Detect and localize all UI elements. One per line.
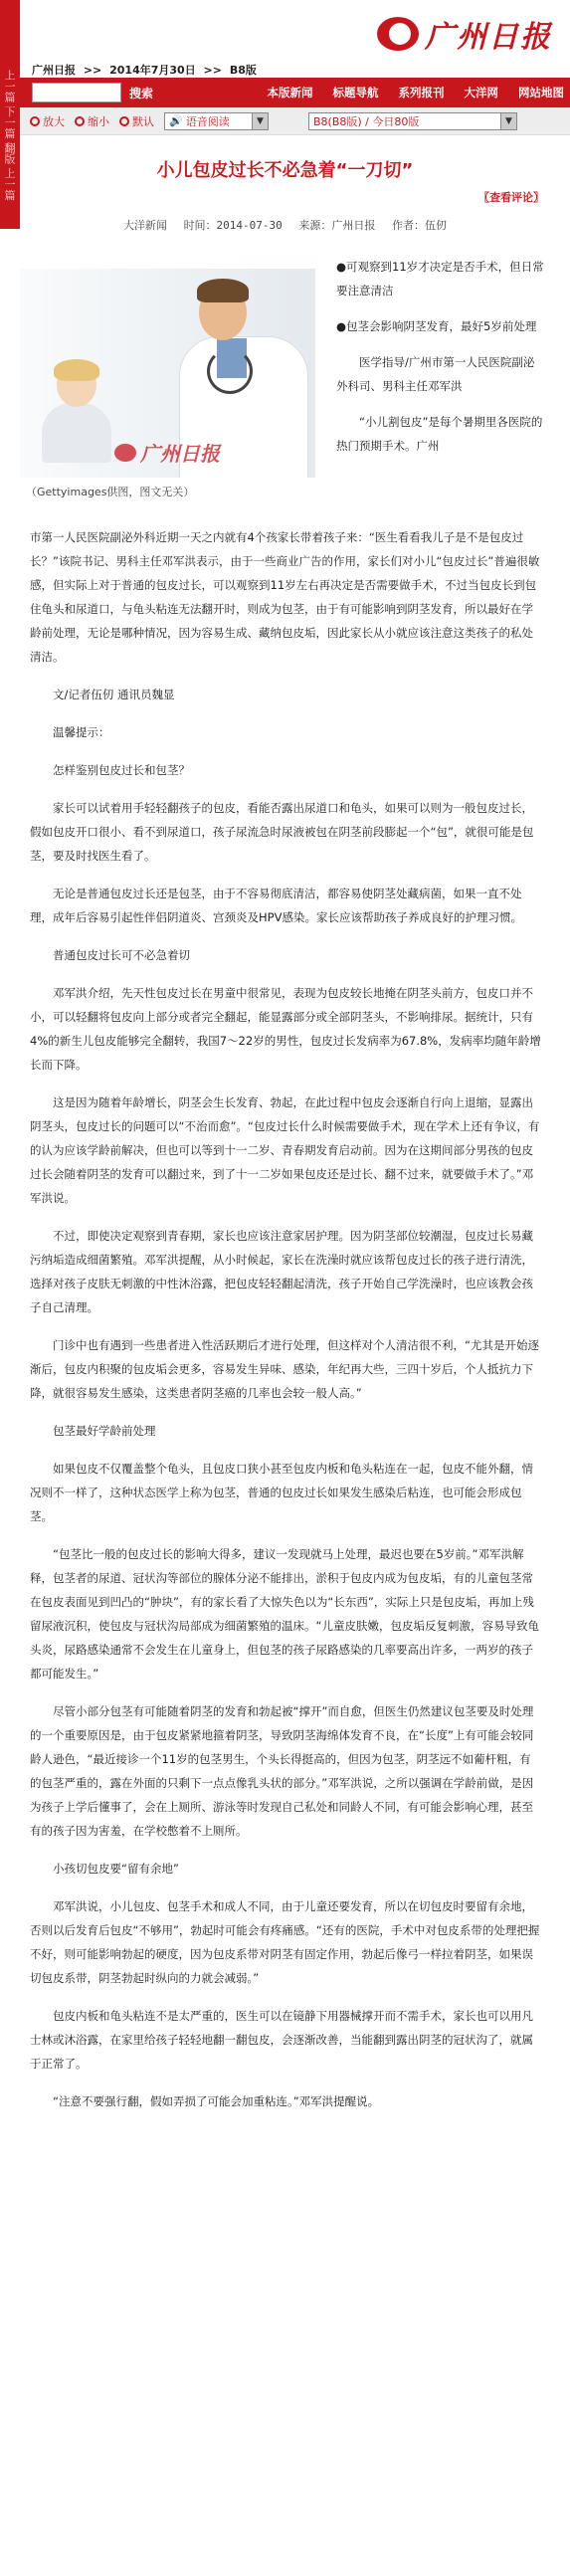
photo-watermark xyxy=(114,438,220,467)
body-paragraph: 不过，即使决定观察到青春期，家长也应该注意家居护理。因为阴茎部位较潮湿，包皮过长易藏污纳垢造成细菌繁殖。邓军洪提醒，从小时候起，家长在洗澡时就应该帮包皮过长的孩子进行清洗，选择对孩子皮肤无刺激的中性沐浴露，把包皮轻轻翻起清洗，孩子开始自己学洗澡时，也应该教会孩子自己清理。 xyxy=(30,1229,533,1314)
zoom-out-button[interactable] xyxy=(75,113,109,129)
breadcrumb-paper[interactable]: 广州日报 xyxy=(32,64,76,77)
body-paragraph: 包皮内板和龟头粘连不是太严重的，医生可以在镜静下用器械撑开而不需手术，家长也可以用凡士林或沐浴露，在家里给孩子轻轻地翻一翻包皮，会逐渐改善，当能翻到露出阴茎的冠状沟了，就属于正常了。 xyxy=(30,2009,533,2071)
article-side-text xyxy=(336,255,545,470)
breadcrumb-separator: >> xyxy=(203,64,222,77)
section-heading: 温馨提示： xyxy=(53,725,110,739)
edition-select[interactable] xyxy=(308,112,517,130)
zoom-in-label: 放大 xyxy=(43,114,65,128)
section-heading: 包茎最好学龄前处理 xyxy=(53,1424,156,1438)
section-heading: 怎样鉴别包皮过长和包茎？ xyxy=(53,763,190,777)
photo-caption: （Gettyimages供图，图文无关） xyxy=(26,486,195,498)
breadcrumb-edition[interactable]: B8版 xyxy=(229,64,257,77)
default-size-icon xyxy=(119,116,129,126)
zoom-in-icon xyxy=(30,116,40,126)
section-heading: 普通包皮过长可不必急着切 xyxy=(53,948,190,962)
meta-author: 作者：伍仞 xyxy=(392,219,448,232)
watermark-logo-icon xyxy=(114,444,136,462)
body-paragraph: 尽管小部分包茎有可能随着阴茎的发育和勃起被“撑开”而自愈，但医生仍然建议包茎要及时处理的一个重要原因是，由于包皮紧紧地箍着阴茎，导致阴茎海绵体发育不良，在“长度”上有可能会较同龄人逊色，“最近接诊一个11岁的包茎男生，个头长得挺高的，但因为包茎，阴茎远不如葡杆粗，有的包茎严重的，露在外面的只剩下一点点像乳头状的部分。”邓军洪说，之所以强调在学龄前做，是因为孩子上学后懂事了，会在上厕所、游泳等时发现自己私处和同龄人不同，有可能会影响心理，甚至有的孩子因为害羞，在学校憋着不上厕所。 xyxy=(30,1704,534,1838)
medical-guidance: 医学指导/广州市第一人民医院副泌外科司、男科主任邓军洪 xyxy=(336,355,535,393)
meta-source: 大洋新闻 xyxy=(122,219,167,232)
photo-child xyxy=(42,363,111,443)
body-paragraph: “包茎比一般的包皮过长的影响大得多，建议一发现就马上处理，最迟也要在5岁前。”邓军洪解释，包茎者的尿道、冠状沟等部位的腺体分泌不能排出，淤积于包皮内成为包皮垢，有的儿童包茎常在包皮表面见到凹凸的“肿块”，有的家长看了大惊失色以为“长东西”，实际上只是包皮垢，再加上残留尿液沉积，使包皮与冠状沟局部成为细菌繁殖的温床。“儿童皮肤嫩，包皮垢反复刺激，容易导致龟头炎，尿路感染通常不会发生在儿童身上，但包茎的孩子尿路感染的几率要高出许多，一两岁的孩子都可能发生。” xyxy=(30,1547,539,1681)
watermark-text: 广州日报 xyxy=(140,442,220,466)
nav-item-dayoo[interactable]: 大洋网 xyxy=(464,86,498,99)
toolbar xyxy=(20,107,570,135)
body-paragraph: 邓军洪介绍，先天性包皮过长在男童中很常见，表现为包皮较长地掩在阴茎头前方，包皮口并不小，可以轻翻将包皮向上部分或者完全翻起，能显露部分或全部阴茎头，不影响排尿。据统计，只有4%的新生儿包皮能够完全翻转，我国7～22岁的男性，包皮过长发病率为67.8%，发病率均随年龄增长而下降。 xyxy=(30,986,541,1072)
body-paragraph: 这是因为随着年龄增长，阴茎会生长发育、勃起，在此过程中包皮会逐渐自行向上退缩，显露出阴茎头，包皮过长的问题可以“不治而愈”。“包皮过长什么时候需要做手术，现在学术上还有争议，有的认为应该学龄前解决，但也可以等到十一二岁、青春期发育启动前。因为在这期间部分男孩的包皮过长会随着阴茎的发育可以翻过来，到了十一二岁如果包皮还是过长、翻不过来，就要做手术了。”邓军洪说。 xyxy=(30,1095,540,1205)
body-paragraph: 市第一人民医院副泌外科近期一天之内就有4个孩家长带着孩子来：“医生看看我儿子是不是包皮过长？”该院书记、男科主任邓军洪表示，由于一些商业广告的作用，家长们对小儿“包皮过长”普遍很敏感，但实际上对于普通的包皮过长，可以观察到11岁左右再决定是否需要做手术，不过当包皮长到包住龟头和尿道口，与龟头粘连无法翻开时，则成为包茎，由于有可能影响到阴茎发育，所以最好在学龄前处理，无论是哪种情况，因为容易生成、藏纳包皮垢，因此家长从小就应该注意这类孩子的私处清洁。 xyxy=(30,530,540,664)
zoom-in-button[interactable] xyxy=(30,113,65,129)
body-paragraph: 无论是普通包皮过长还是包茎，由于不容易彻底清洁，都容易使阴茎处藏病菌，如果一直不处理，成年后容易引起性伴侣阴道炎、宫颈炎及HPV感染。家长应该帮助孩子养成良好的护理习惯。 xyxy=(30,887,522,924)
meta-origin: 来源：广州日报 xyxy=(298,219,376,232)
nav-bar xyxy=(20,78,570,107)
voice-read-label: 语音阅读 xyxy=(185,114,230,128)
nav-menu xyxy=(248,85,565,100)
body-paragraph: “注意不要强行翻，假如弄损了可能会加重粘连。”邓军洪提醒说。 xyxy=(53,2094,380,2108)
breadcrumb-date[interactable]: 2014年7月30日 xyxy=(109,64,196,77)
article-lead: “小儿割包皮”是每个暑期里各医院的热门预期手术。广州 xyxy=(336,415,543,453)
view-comments-link[interactable]: 〖查看评论〗 xyxy=(478,191,544,204)
article-title: 小儿包皮过长不必急着“一刀切” xyxy=(156,160,414,181)
article-body xyxy=(30,525,542,2127)
body-paragraph: 家长可以试着用手轻轻翻孩子的包皮，看能否露出尿道口和龟头，如果可以则为一般包皮过长，假如包皮开口很小、看不到尿道口，孩子尿流急时尿液被包在阴茎前段膨起一个“包”，就很可能是包茎，要及时找医生看了。 xyxy=(30,801,534,863)
body-paragraph: 邓军洪说，小儿包皮、包茎手术和成人不同，由于儿童还要发育，所以在切包皮时要留有余地，否则以后发育后包皮“不够用”，勃起时可能会有疼痛感。“还有的医院，手术中对包皮系带的处理把握不好，则可能影响勃起的硬度，因为包皮系带对阴茎有固定作用，勃起后像弓一样拉着阴茎，如果误切包皮系带，阴茎勃起时纵向的力就会减弱。” xyxy=(30,1899,540,1985)
speaker-icon: 🔊 xyxy=(169,114,183,127)
search-button[interactable]: 搜索 xyxy=(129,86,154,100)
nav-item-titles[interactable]: 标题导航 xyxy=(332,86,379,99)
body-paragraph: 如果包皮不仅覆盖整个龟头，且包皮口狭小甚至包皮内板和龟头粘连在一起，包皮不能外翻，情况则不一样了，这种状态医学上称为包茎，普通的包皮过长如果发生感染后粘连，也可能会形成包茎。 xyxy=(30,1462,533,1523)
header xyxy=(20,0,570,78)
site-logo[interactable] xyxy=(377,12,552,56)
byline: 文/记者伍仞 通讯员魏显 xyxy=(53,688,175,701)
summary-point: ●可观察到11岁才决定是否手术，但日常要注意清洁 xyxy=(336,260,544,297)
side-nav-strip[interactable] xyxy=(0,0,20,229)
default-size-button[interactable] xyxy=(119,113,154,129)
zoom-out-label: 缩小 xyxy=(88,114,109,128)
voice-read-select[interactable] xyxy=(164,112,269,130)
side-nav-text[interactable]: 上一篇 下一篇 翻版 上一篇 xyxy=(3,70,16,201)
logo-mark-icon xyxy=(377,17,419,51)
body-paragraph: 门诊中也有遇到一些患者进入性活跃期后才进行处理，但这样对个人清洁很不利，“尤其是开始逐渐后，包皮内积聚的包皮垢会更多，容易发生异味、感染，年纪再大些，三四十岁后，个人抵抗力下降，就很容易发生感染，这类患者阴茎癌的几率也会较一般人高。” xyxy=(30,1338,539,1400)
article-meta xyxy=(0,217,570,233)
default-size-label: 默认 xyxy=(132,114,154,128)
edition-select-value: B8(B8版) / 今日80版 xyxy=(313,114,420,128)
zoom-out-icon xyxy=(75,116,85,126)
logo-text: 广州日报 xyxy=(425,20,552,55)
nav-item-news[interactable]: 本版新闻 xyxy=(267,86,313,99)
breadcrumb-separator: >> xyxy=(83,64,102,77)
search-input[interactable] xyxy=(32,83,121,102)
section-heading: 小孩切包皮要“留有余地” xyxy=(53,1862,179,1876)
breadcrumb xyxy=(32,62,261,78)
chevron-down-icon: ▼ xyxy=(500,113,516,129)
article-photo xyxy=(20,269,315,478)
meta-time: 时间：2014-07-30 xyxy=(183,219,283,232)
summary-point: ●包茎会影响阴茎发育，最好5岁前处理 xyxy=(336,319,537,333)
nav-item-series[interactable]: 系列报刊 xyxy=(398,86,445,99)
chevron-down-icon: ▼ xyxy=(252,113,268,129)
nav-item-sitemap[interactable]: 网站地图 xyxy=(518,86,564,99)
